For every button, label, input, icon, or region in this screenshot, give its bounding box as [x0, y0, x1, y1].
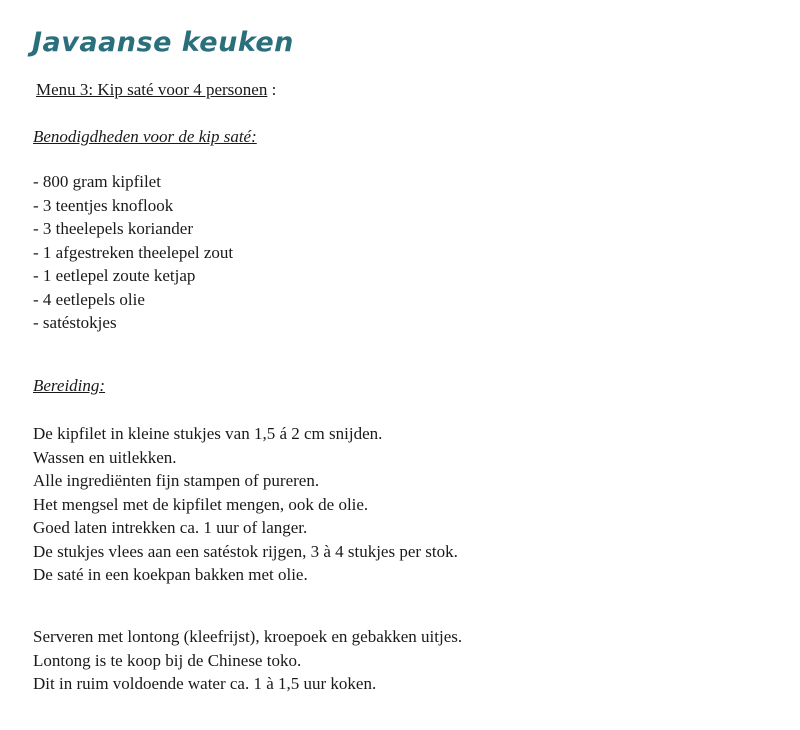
preparation-step: Wassen en uitlekken. — [33, 447, 177, 467]
menu-title-label: Menu 3: Kip saté voor 4 personen — [36, 80, 268, 99]
menu-title — [36, 79, 276, 101]
ingredient-item: - 800 gram kipfilet — [33, 172, 161, 191]
ingredient-item: - 1 afgestreken theelepel zout — [33, 242, 234, 262]
serving-note: Serveren met lontong (kleefrijst), kroepoek en gebakken uitjes. — [33, 627, 463, 646]
preparation-step: De saté in een koekpan bakken met olie. — [33, 565, 308, 584]
preparation-step: Het mengsel met de kipfilet mengen, ook de olie. — [33, 494, 369, 514]
serving-note: Lontong is te koop bij de Chinese toko. — [33, 650, 302, 670]
ingredient-item: - satéstokjes — [33, 313, 117, 332]
ingredients-list — [33, 170, 233, 335]
ingredient-item: - 1 eetlepel zoute ketjap — [33, 266, 196, 285]
preparation-heading: Bereiding: — [33, 376, 106, 395]
preparation-step: Goed laten intrekken ca. 1 uur of langer. — [33, 518, 308, 537]
preparation-step: De kipfilet in kleine stukjes van 1,5 á 2 cm snijden. — [33, 424, 383, 443]
preparation-step: Alle ingrediënten fijn stampen of pureren. — [33, 471, 320, 490]
serving-note: Dit in ruim voldoende water ca. 1 à 1,5 uur koken. — [33, 674, 377, 693]
ingredient-item: - 3 teentjes knoflook — [33, 195, 174, 215]
menu-title-suffix: : — [267, 80, 277, 99]
preparation-steps — [33, 422, 458, 587]
ingredient-item: - 3 theelepels koriander — [33, 219, 194, 238]
ingredients-heading: Benodigdheden voor de kip saté: — [33, 127, 257, 146]
ingredient-item: - 4 eetlepels olie — [33, 289, 145, 309]
page-title: Javaanse keuken — [32, 27, 294, 58]
preparation-step: De stukjes vlees aan een satéstok rijgen, 3 à 4 stukjes per stok. — [33, 541, 458, 561]
serving-notes — [33, 625, 462, 696]
